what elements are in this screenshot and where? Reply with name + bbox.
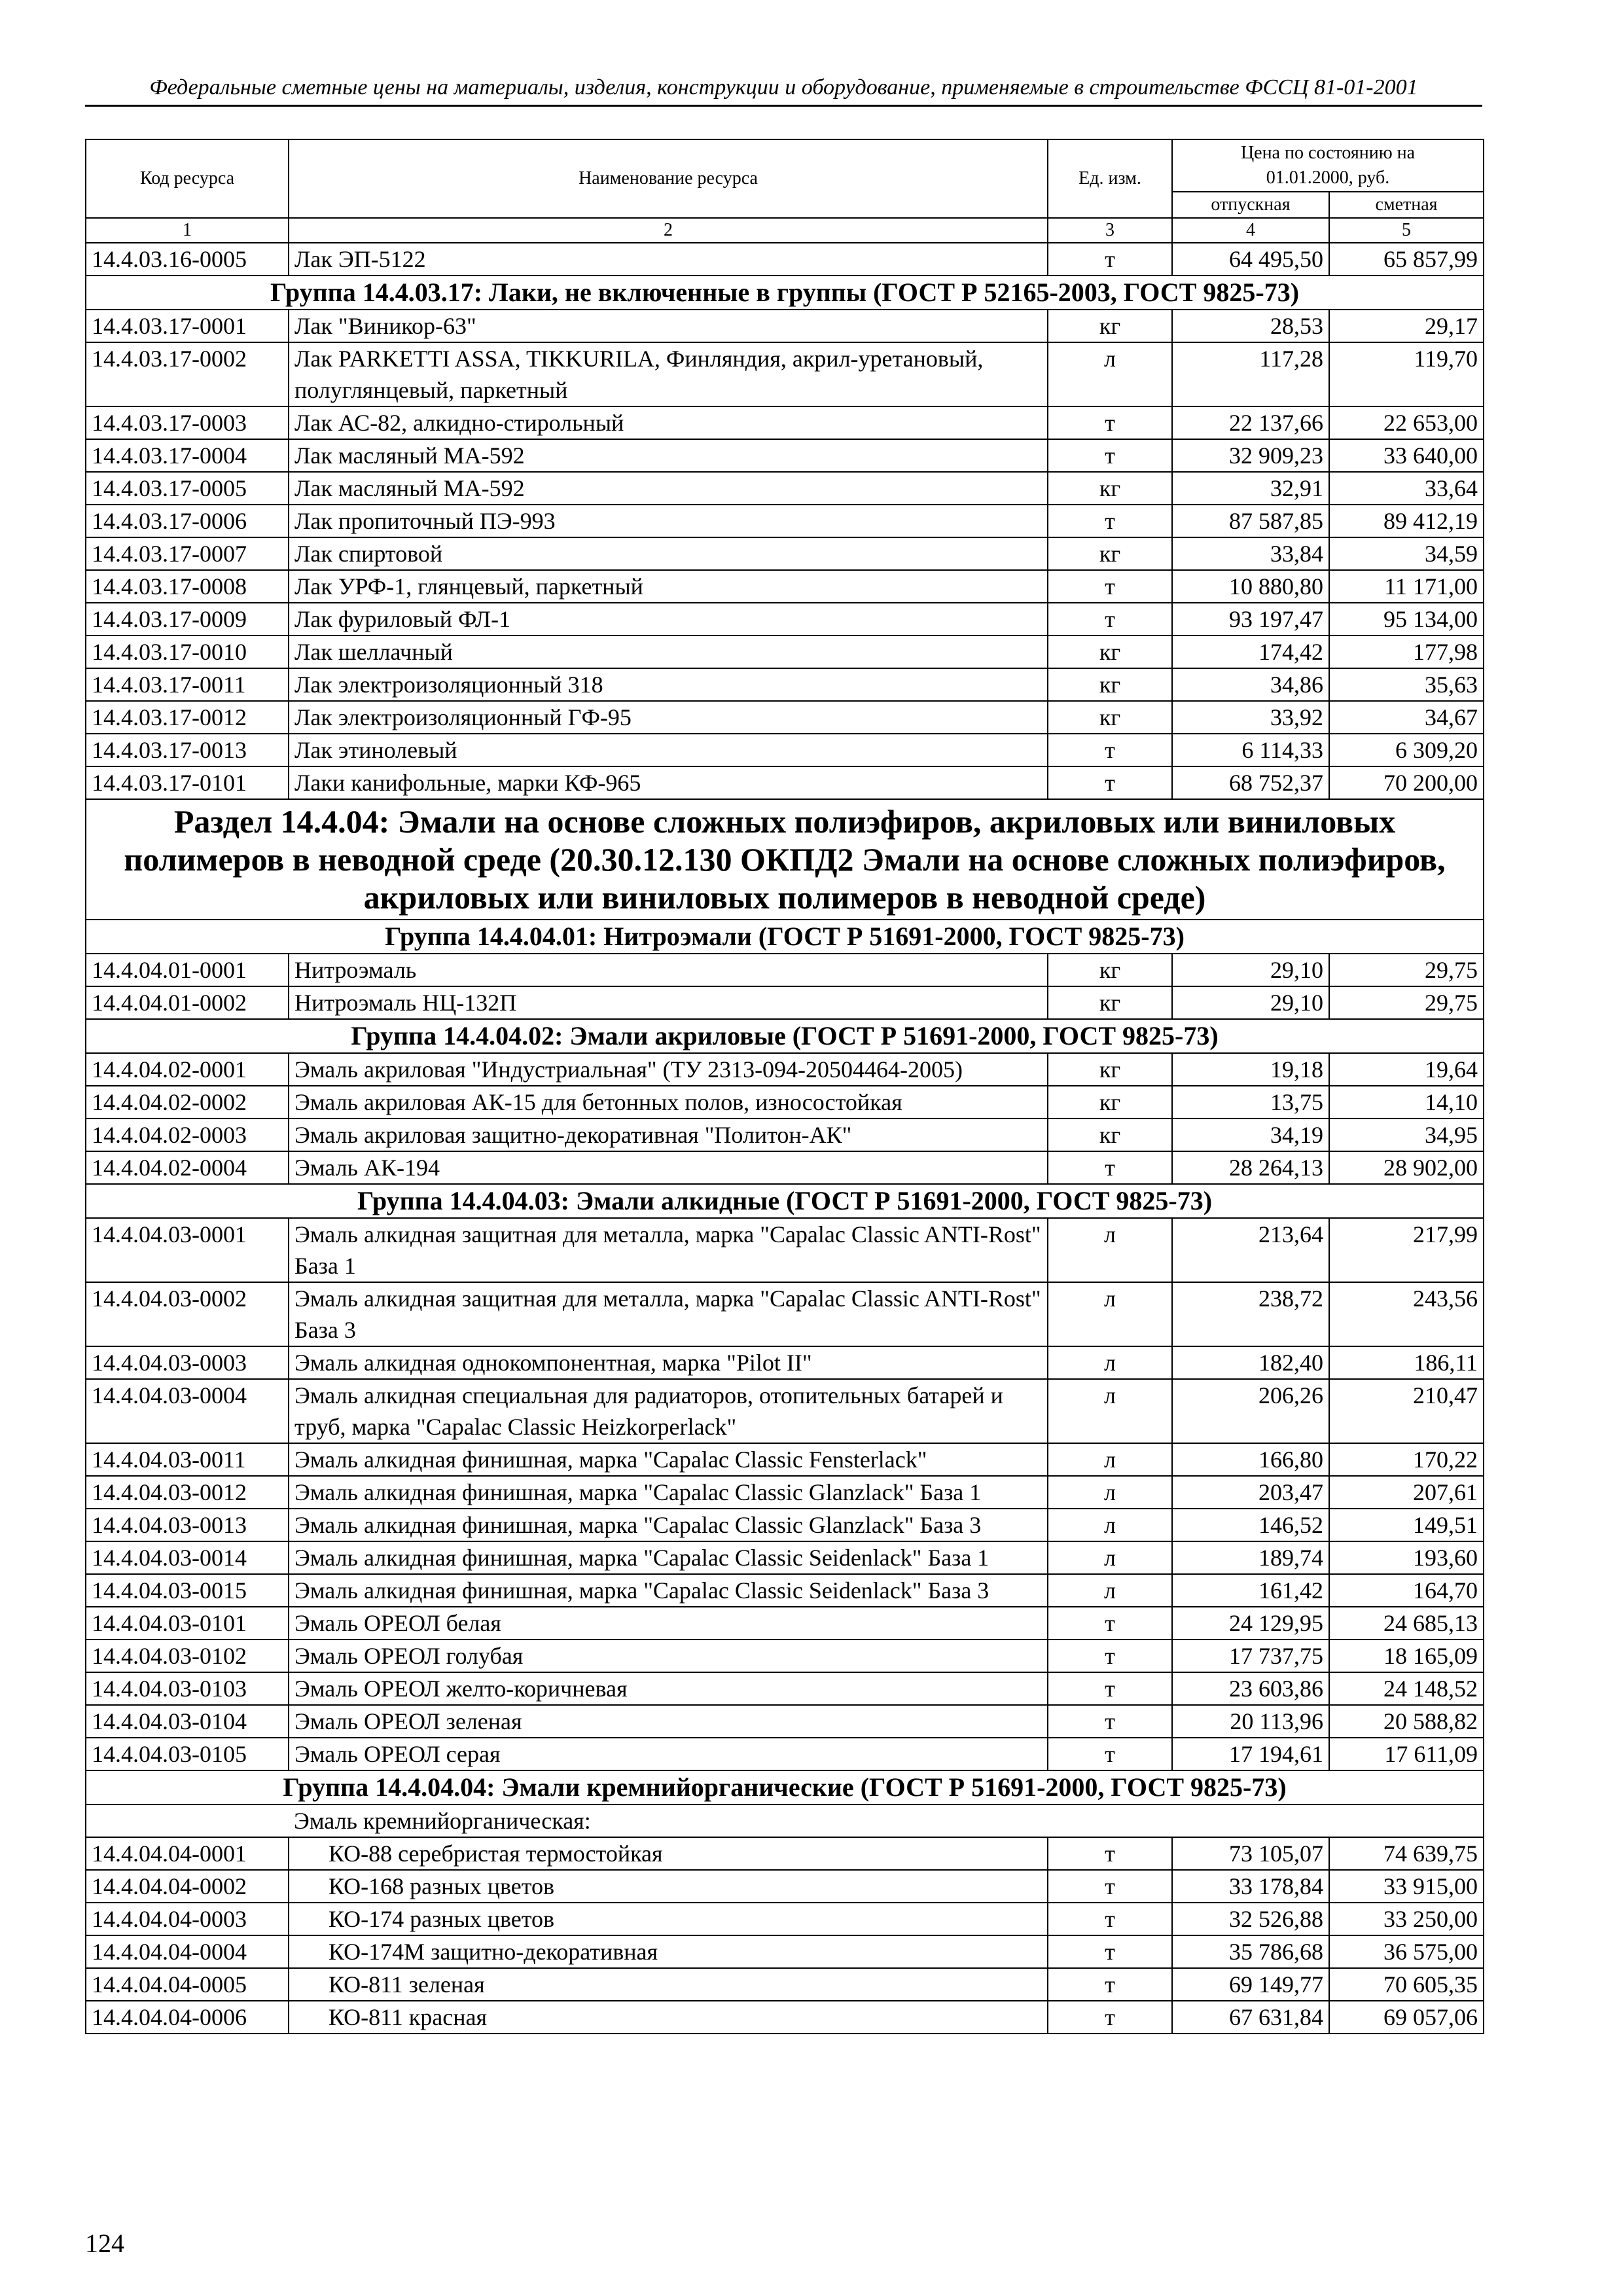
- resource-name: КО-168 разных цветов: [289, 1870, 1048, 1903]
- resource-code: 14.4.03.17-0002: [86, 342, 289, 406]
- estimate-price: 29,75: [1329, 954, 1484, 986]
- table-row: [86, 603, 1484, 636]
- unit-of-measure: т: [1048, 1903, 1172, 1935]
- resource-code: 14.4.04.03-0002: [86, 1282, 289, 1346]
- estimate-price: 29,75: [1329, 986, 1484, 1019]
- group-header-row: [86, 276, 1484, 310]
- resource-code: 14.4.04.03-0012: [86, 1476, 289, 1509]
- estimate-price: 18 165,09: [1329, 1640, 1484, 1672]
- table-body: [86, 243, 1484, 2034]
- estimate-price: 74 639,75: [1329, 1837, 1484, 1870]
- table-row: [86, 1903, 1484, 1935]
- group-title: Группа 14.4.04.01: Нитроэмали (ГОСТ Р 51691-2000, ГОСТ 9825-73): [86, 920, 1484, 954]
- estimate-price: 22 653,00: [1329, 406, 1484, 439]
- resource-name: Лак "Виникор-63": [289, 310, 1048, 342]
- estimate-price: 24 685,13: [1329, 1607, 1484, 1640]
- estimate-price: 33,64: [1329, 472, 1484, 505]
- estimate-price: 34,95: [1329, 1119, 1484, 1151]
- unit-of-measure: кг: [1048, 954, 1172, 986]
- release-price: 13,75: [1172, 1086, 1329, 1119]
- column-numbers-row: [86, 218, 1484, 243]
- release-price: 23 603,86: [1172, 1672, 1329, 1705]
- resource-name: Лак шеллачный: [289, 636, 1048, 668]
- estimate-price: 11 171,00: [1329, 570, 1484, 603]
- table-row: [86, 1870, 1484, 1903]
- resource-name: Лак масляный МА-592: [289, 472, 1048, 505]
- release-price: 17 737,75: [1172, 1640, 1329, 1672]
- price-table: [85, 139, 1484, 2034]
- group-header-row: [86, 1019, 1484, 1053]
- resource-code: 14.4.04.03-0014: [86, 1541, 289, 1574]
- unit-of-measure: т: [1048, 1870, 1172, 1903]
- resource-code: 14.4.03.17-0001: [86, 310, 289, 342]
- table-row: [86, 1968, 1484, 2001]
- resource-code: 14.4.04.03-0003: [86, 1346, 289, 1379]
- resource-name: Эмаль алкидная финишная, марка "Capalac Classic Seidenlack" База 1: [289, 1541, 1048, 1574]
- unit-of-measure: кг: [1048, 310, 1172, 342]
- unit-of-measure: кг: [1048, 636, 1172, 668]
- resource-code: 14.4.04.03-0104: [86, 1705, 289, 1738]
- resource-name: Лак электроизоляционный 318: [289, 668, 1048, 701]
- section-title: Раздел 14.4.04: Эмали на основе сложных полиэфиров, акриловых или виниловых полимеров в неводной среде (20.30.12.130 ОКПД2 Эмали на основе сложных полиэфиров, акриловых или виниловых полимеров в неводной среде): [86, 799, 1484, 920]
- release-price: 69 149,77: [1172, 1968, 1329, 2001]
- unit-of-measure: т: [1048, 1705, 1172, 1738]
- unit-of-measure: т: [1048, 1738, 1172, 1770]
- release-price: 182,40: [1172, 1346, 1329, 1379]
- group-title: Группа 14.4.03.17: Лаки, не включенные в группы (ГОСТ Р 52165-2003, ГОСТ 9825-73): [86, 276, 1484, 310]
- unit-of-measure: т: [1048, 1968, 1172, 2001]
- table-row: [86, 406, 1484, 439]
- unit-of-measure: кг: [1048, 986, 1172, 1019]
- unit-of-measure: т: [1048, 2001, 1172, 2034]
- table-row: [86, 1379, 1484, 1443]
- resource-code: 14.4.04.03-0102: [86, 1640, 289, 1672]
- resource-code: 14.4.04.02-0002: [86, 1086, 289, 1119]
- resource-code: 14.4.03.17-0003: [86, 406, 289, 439]
- table-row: [86, 570, 1484, 603]
- release-price: 29,10: [1172, 954, 1329, 986]
- release-price: 32,91: [1172, 472, 1329, 505]
- resource-code: 14.4.04.04-0004: [86, 1935, 289, 1968]
- resource-code: 14.4.04.03-0001: [86, 1218, 289, 1282]
- resource-name: Эмаль акриловая АК-15 для бетонных полов, износостойкая: [289, 1086, 1048, 1119]
- column-number: 5: [1329, 218, 1484, 243]
- unit-of-measure: кг: [1048, 537, 1172, 570]
- resource-name: Лак спиртовой: [289, 537, 1048, 570]
- resource-code: 14.4.04.02-0004: [86, 1151, 289, 1184]
- unit-of-measure: т: [1048, 734, 1172, 766]
- resource-name: Лак фуриловый ФЛ-1: [289, 603, 1048, 636]
- unit-of-measure: кг: [1048, 701, 1172, 734]
- table-row: [86, 668, 1484, 701]
- resource-name: Лак масляный МА-592: [289, 439, 1048, 472]
- table-row: [86, 342, 1484, 406]
- release-price: 29,10: [1172, 986, 1329, 1019]
- release-price: 206,26: [1172, 1379, 1329, 1443]
- release-price: 10 880,80: [1172, 570, 1329, 603]
- resource-code: 14.4.04.02-0003: [86, 1119, 289, 1151]
- resource-code: 14.4.04.03-0004: [86, 1379, 289, 1443]
- resource-code: 14.4.04.04-0006: [86, 2001, 289, 2034]
- column-number: 4: [1172, 218, 1329, 243]
- unit-of-measure: л: [1048, 1443, 1172, 1476]
- release-price: 34,19: [1172, 1119, 1329, 1151]
- resource-name: КО-811 зеленая: [289, 1968, 1048, 2001]
- release-price: 24 129,95: [1172, 1607, 1329, 1640]
- resource-name: Лак АС-82, алкидно-стирольный: [289, 406, 1048, 439]
- resource-name: КО-174М защитно-декоративная: [289, 1935, 1048, 1968]
- unit-of-measure: л: [1048, 1346, 1172, 1379]
- resource-name: Эмаль ОРЕОЛ голубая: [289, 1640, 1048, 1672]
- unit-of-measure: т: [1048, 1837, 1172, 1870]
- table-row: [86, 439, 1484, 472]
- estimate-price: 65 857,99: [1329, 243, 1484, 276]
- resource-name: Эмаль акриловая "Индустриальная" (ТУ 2313-094-20504464-2005): [289, 1053, 1048, 1086]
- table-row: [86, 1541, 1484, 1574]
- resource-name: Эмаль алкидная однокомпонентная, марка "Pilot II": [289, 1346, 1048, 1379]
- resource-code: 14.4.03.17-0008: [86, 570, 289, 603]
- resource-code: 14.4.03.17-0004: [86, 439, 289, 472]
- column-number: 3: [1048, 218, 1172, 243]
- resource-name: Лак УРФ-1, глянцевый, паркетный: [289, 570, 1048, 603]
- resource-code: 14.4.04.04-0003: [86, 1903, 289, 1935]
- header-name: Наименование ресурса: [289, 139, 1048, 218]
- resource-name: Эмаль алкидная финишная, марка "Capalac Classic Fensterlack": [289, 1443, 1048, 1476]
- resource-code: 14.4.04.02-0001: [86, 1053, 289, 1086]
- group-header-row: [86, 1770, 1484, 1804]
- resource-code: 14.4.04.03-0101: [86, 1607, 289, 1640]
- release-price: 32 909,23: [1172, 439, 1329, 472]
- group-title: Группа 14.4.04.02: Эмали акриловые (ГОСТ Р 51691-2000, ГОСТ 9825-73): [86, 1019, 1484, 1053]
- table-row: [86, 1086, 1484, 1119]
- group-title: Группа 14.4.04.04: Эмали кремнийорганические (ГОСТ Р 51691-2000, ГОСТ 9825-73): [86, 1770, 1484, 1804]
- unit-of-measure: л: [1048, 1282, 1172, 1346]
- estimate-price: 28 902,00: [1329, 1151, 1484, 1184]
- unit-of-measure: л: [1048, 1218, 1172, 1282]
- unit-of-measure: л: [1048, 342, 1172, 406]
- estimate-price: 19,64: [1329, 1053, 1484, 1086]
- table-row: [86, 1607, 1484, 1640]
- resource-name: Эмаль ОРЕОЛ серая: [289, 1738, 1048, 1770]
- table-row: [86, 1476, 1484, 1509]
- unit-of-measure: л: [1048, 1379, 1172, 1443]
- resource-name: Лак ЭП-5122: [289, 243, 1048, 276]
- empty-cell: [86, 1804, 289, 1837]
- unit-of-measure: т: [1048, 243, 1172, 276]
- table-row: [86, 636, 1484, 668]
- release-price: 22 137,66: [1172, 406, 1329, 439]
- estimate-price: 186,11: [1329, 1346, 1484, 1379]
- header-price-group: Цена по состоянию на 01.01.2000, руб.: [1172, 139, 1484, 192]
- unit-of-measure: т: [1048, 570, 1172, 603]
- resource-code: 14.4.04.03-0015: [86, 1574, 289, 1607]
- resource-code: 14.4.03.16-0005: [86, 243, 289, 276]
- resource-code: 14.4.04.03-0013: [86, 1509, 289, 1541]
- estimate-price: 119,70: [1329, 342, 1484, 406]
- resource-name: КО-174 разных цветов: [289, 1903, 1048, 1935]
- estimate-price: 24 148,52: [1329, 1672, 1484, 1705]
- estimate-price: 177,98: [1329, 636, 1484, 668]
- unit-of-measure: т: [1048, 1640, 1172, 1672]
- table-row: [86, 1218, 1484, 1282]
- release-price: 93 197,47: [1172, 603, 1329, 636]
- release-price: 28 264,13: [1172, 1151, 1329, 1184]
- estimate-price: 170,22: [1329, 1443, 1484, 1476]
- release-price: 161,42: [1172, 1574, 1329, 1607]
- table-row: [86, 1346, 1484, 1379]
- resource-code: 14.4.04.04-0002: [86, 1870, 289, 1903]
- release-price: 238,72: [1172, 1282, 1329, 1346]
- estimate-price: 36 575,00: [1329, 1935, 1484, 1968]
- release-price: 35 786,68: [1172, 1935, 1329, 1968]
- resource-name: Лак электроизоляционный ГФ-95: [289, 701, 1048, 734]
- estimate-price: 17 611,09: [1329, 1738, 1484, 1770]
- unit-of-measure: кг: [1048, 668, 1172, 701]
- unit-of-measure: кг: [1048, 472, 1172, 505]
- unit-of-measure: кг: [1048, 1086, 1172, 1119]
- estimate-price: 95 134,00: [1329, 603, 1484, 636]
- unit-of-measure: т: [1048, 1935, 1172, 1968]
- table-row: [86, 766, 1484, 799]
- release-price: 32 526,88: [1172, 1903, 1329, 1935]
- table-row: [86, 2001, 1484, 2034]
- table-row: [86, 1443, 1484, 1476]
- table-row: [86, 1053, 1484, 1086]
- resource-name: Эмаль алкидная защитная для металла, марка "Capalac Classic ANTI-Rost" База 3: [289, 1282, 1048, 1346]
- resource-name: Лаки канифольные, марки КФ-965: [289, 766, 1048, 799]
- release-price: 20 113,96: [1172, 1705, 1329, 1738]
- resource-code: 14.4.04.01-0002: [86, 986, 289, 1019]
- unit-of-measure: л: [1048, 1509, 1172, 1541]
- release-price: 33,84: [1172, 537, 1329, 570]
- estimate-price: 35,63: [1329, 668, 1484, 701]
- estimate-price: 210,47: [1329, 1379, 1484, 1443]
- page-number: 124: [85, 2229, 124, 2258]
- resource-code: 14.4.03.17-0005: [86, 472, 289, 505]
- resource-code: 14.4.04.04-0005: [86, 1968, 289, 2001]
- release-price: 6 114,33: [1172, 734, 1329, 766]
- table-row: [86, 1738, 1484, 1770]
- resource-code: 14.4.04.03-0011: [86, 1443, 289, 1476]
- release-price: 64 495,50: [1172, 243, 1329, 276]
- resource-name: КО-88 серебристая термостойкая: [289, 1837, 1048, 1870]
- header-unit: Ед. изм.: [1048, 139, 1172, 218]
- header-price-estimate: сметная: [1329, 192, 1484, 218]
- table-row: [86, 1705, 1484, 1738]
- release-price: 87 587,85: [1172, 505, 1329, 537]
- unit-of-measure: т: [1048, 766, 1172, 799]
- table-row: [86, 310, 1484, 342]
- resource-code: 14.4.04.04-0001: [86, 1837, 289, 1870]
- running-header: Федеральные сметные цены на материалы, изделия, конструкции и оборудование, применяемые в строительстве ФССЦ 81-01-2001: [85, 73, 1482, 107]
- release-price: 213,64: [1172, 1218, 1329, 1282]
- unit-of-measure: л: [1048, 1541, 1172, 1574]
- estimate-price: 33 640,00: [1329, 439, 1484, 472]
- resource-code: 14.4.03.17-0012: [86, 701, 289, 734]
- unit-of-measure: т: [1048, 1151, 1172, 1184]
- unit-of-measure: т: [1048, 439, 1172, 472]
- estimate-price: 164,70: [1329, 1574, 1484, 1607]
- column-number: 1: [86, 218, 289, 243]
- resource-code: 14.4.04.01-0001: [86, 954, 289, 986]
- table-row: [86, 472, 1484, 505]
- release-price: 189,74: [1172, 1541, 1329, 1574]
- unit-of-measure: л: [1048, 1476, 1172, 1509]
- resource-name: Эмаль алкидная финишная, марка "Capalac Classic Glanzlack" База 1: [289, 1476, 1048, 1509]
- release-price: 33,92: [1172, 701, 1329, 734]
- table-row: [86, 1282, 1484, 1346]
- resource-name: КО-811 красная: [289, 2001, 1048, 2034]
- resource-code: 14.4.03.17-0010: [86, 636, 289, 668]
- resource-code: 14.4.03.17-0007: [86, 537, 289, 570]
- release-price: 19,18: [1172, 1053, 1329, 1086]
- table-row: [86, 1151, 1484, 1184]
- release-price: 174,42: [1172, 636, 1329, 668]
- subheading-row: [86, 1804, 1484, 1837]
- unit-of-measure: т: [1048, 1672, 1172, 1705]
- estimate-price: 149,51: [1329, 1509, 1484, 1541]
- estimate-price: 69 057,06: [1329, 2001, 1484, 2034]
- resource-name: Эмаль ОРЕОЛ белая: [289, 1607, 1048, 1640]
- unit-of-measure: л: [1048, 1574, 1172, 1607]
- column-number: 2: [289, 218, 1048, 243]
- release-price: 34,86: [1172, 668, 1329, 701]
- estimate-price: 33 915,00: [1329, 1870, 1484, 1903]
- resource-name: Нитроэмаль НЦ-132П: [289, 986, 1048, 1019]
- header-price-release: отпускная: [1172, 192, 1329, 218]
- unit-of-measure: т: [1048, 1607, 1172, 1640]
- resource-name: Лак этинолевый: [289, 734, 1048, 766]
- unit-of-measure: т: [1048, 505, 1172, 537]
- group-header-row: [86, 1184, 1484, 1218]
- section-header-row: [86, 799, 1484, 920]
- resource-name: Эмаль акриловая защитно-декоративная "Политон-АК": [289, 1119, 1048, 1151]
- release-price: 203,47: [1172, 1476, 1329, 1509]
- resource-code: 14.4.03.17-0011: [86, 668, 289, 701]
- release-price: 146,52: [1172, 1509, 1329, 1541]
- table-row: [86, 986, 1484, 1019]
- table-row: [86, 701, 1484, 734]
- table-row: [86, 537, 1484, 570]
- resource-name: Эмаль ОРЕОЛ зеленая: [289, 1705, 1048, 1738]
- release-price: 117,28: [1172, 342, 1329, 406]
- group-header-row: [86, 920, 1484, 954]
- subheading-label: Эмаль кремнийорганическая:: [289, 1804, 1484, 1837]
- release-price: 68 752,37: [1172, 766, 1329, 799]
- resource-name: Эмаль алкидная защитная для металла, марка "Capalac Classic ANTI-Rost" База 1: [289, 1218, 1048, 1282]
- resource-code: 14.4.04.03-0105: [86, 1738, 289, 1770]
- table-row: [86, 1640, 1484, 1672]
- table-row: [86, 1509, 1484, 1541]
- release-price: 73 105,07: [1172, 1837, 1329, 1870]
- resource-code: 14.4.03.17-0006: [86, 505, 289, 537]
- resource-name: Эмаль ОРЕОЛ желто-коричневая: [289, 1672, 1048, 1705]
- estimate-price: 20 588,82: [1329, 1705, 1484, 1738]
- unit-of-measure: кг: [1048, 1119, 1172, 1151]
- release-price: 166,80: [1172, 1443, 1329, 1476]
- estimate-price: 70 605,35: [1329, 1968, 1484, 2001]
- group-title: Группа 14.4.04.03: Эмали алкидные (ГОСТ Р 51691-2000, ГОСТ 9825-73): [86, 1184, 1484, 1218]
- resource-code: 14.4.03.17-0013: [86, 734, 289, 766]
- estimate-price: 33 250,00: [1329, 1903, 1484, 1935]
- resource-code: 14.4.03.17-0009: [86, 603, 289, 636]
- table-row: [86, 1837, 1484, 1870]
- table-row: [86, 1672, 1484, 1705]
- estimate-price: 207,61: [1329, 1476, 1484, 1509]
- estimate-price: 70 200,00: [1329, 766, 1484, 799]
- resource-name: Эмаль алкидная финишная, марка "Capalac Classic Seidenlack" База 3: [289, 1574, 1048, 1607]
- table-row: [86, 1119, 1484, 1151]
- release-price: 28,53: [1172, 310, 1329, 342]
- estimate-price: 217,99: [1329, 1218, 1484, 1282]
- unit-of-measure: т: [1048, 406, 1172, 439]
- resource-name: Лак PARKETTI ASSA, TIKKURILA, Финляндия, акрил-уретановый, полуглянцевый, паркетный: [289, 342, 1048, 406]
- estimate-price: 34,67: [1329, 701, 1484, 734]
- estimate-price: 29,17: [1329, 310, 1484, 342]
- table-row: [86, 1574, 1484, 1607]
- estimate-price: 14,10: [1329, 1086, 1484, 1119]
- release-price: 67 631,84: [1172, 2001, 1329, 2034]
- estimate-price: 89 412,19: [1329, 505, 1484, 537]
- resource-name: Нитроэмаль: [289, 954, 1048, 986]
- resource-name: Лак пропиточный ПЭ-993: [289, 505, 1048, 537]
- estimate-price: 34,59: [1329, 537, 1484, 570]
- estimate-price: 6 309,20: [1329, 734, 1484, 766]
- resource-code: 14.4.04.03-0103: [86, 1672, 289, 1705]
- table-row: [86, 243, 1484, 276]
- table-row: [86, 734, 1484, 766]
- resource-name: Эмаль алкидная специальная для радиаторов, отопительных батарей и труб, марка "Capalac Classic Heizkorperlack": [289, 1379, 1048, 1443]
- table-row: [86, 505, 1484, 537]
- header-code: Код ресурса: [86, 139, 289, 218]
- table-row: [86, 954, 1484, 986]
- estimate-price: 193,60: [1329, 1541, 1484, 1574]
- resource-code: 14.4.03.17-0101: [86, 766, 289, 799]
- unit-of-measure: кг: [1048, 1053, 1172, 1086]
- resource-name: Эмаль алкидная финишная, марка "Capalac Classic Glanzlack" База 3: [289, 1509, 1048, 1541]
- unit-of-measure: т: [1048, 603, 1172, 636]
- table-row: [86, 1935, 1484, 1968]
- release-price: 33 178,84: [1172, 1870, 1329, 1903]
- estimate-price: 243,56: [1329, 1282, 1484, 1346]
- resource-name: Эмаль АК-194: [289, 1151, 1048, 1184]
- release-price: 17 194,61: [1172, 1738, 1329, 1770]
